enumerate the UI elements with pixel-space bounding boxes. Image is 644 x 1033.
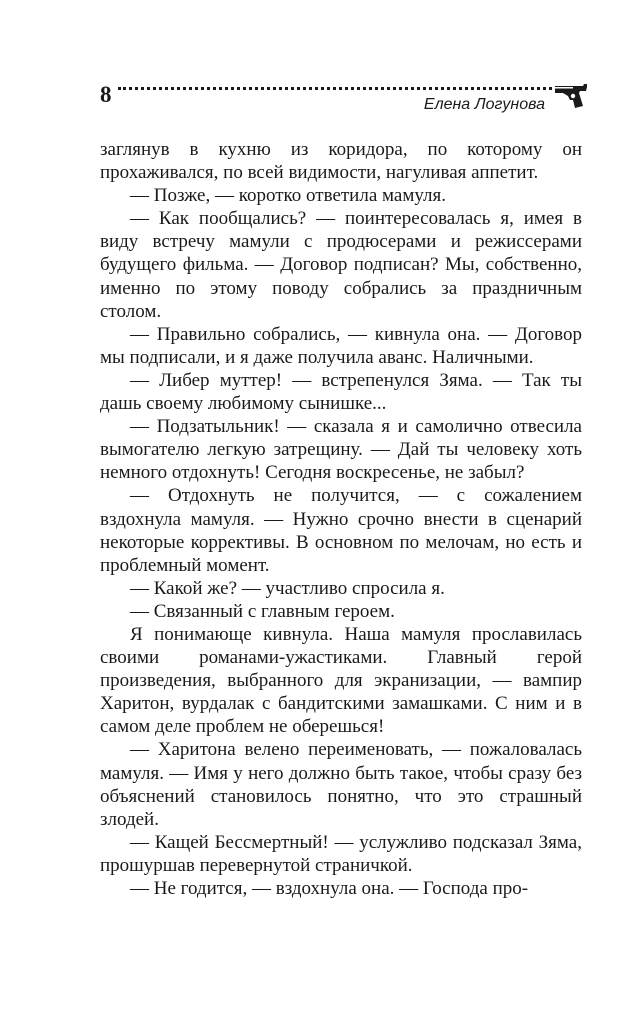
paragraph: — Отдохнуть не получится, — с сожалением вздохнула мамуля. — Нужно срочно внести в сценарий некоторые коррективы. В основном по мелочам, но есть и проблемный момент. xyxy=(100,485,582,576)
paragraph: — Правильно собрались, — кивнула она. — Договор мы подписали, и я даже получила аванс. Наличными. xyxy=(100,323,582,368)
revolver-icon xyxy=(553,80,593,110)
paragraph: — Кащей Бессмертный! — услужливо подсказал Зяма, прошуршав перевернутой страничкой. xyxy=(100,831,582,876)
author-name: Елена Логунова xyxy=(423,96,545,113)
body-text xyxy=(100,138,582,900)
dot-leader xyxy=(118,87,558,90)
page-number: 8 xyxy=(100,82,112,107)
paragraph: — Какой же? — участливо спросила я. xyxy=(130,577,445,599)
paragraph: заглянув в кухню из коридора, по которому он прохаживался, по всей видимости, нагуливая аппетит. xyxy=(100,139,582,184)
paragraph: — Позже, — коротко ответила мамуля. xyxy=(130,185,446,207)
paragraph: — Харитона велено переименовать, — пожаловалась мамуля. — Имя у него должно быть такое, чтобы сразу без объяснений становилось понятно, что это страшный злодей. xyxy=(100,739,582,830)
paragraph: Я понимающе кивнула. Наша мамуля прославилась своими романами-ужастиками. Главный герой произведения, выбранного для экранизации, — вампир Харитон, вурдалак с бандитскими замашками. С ним и в самом деле проблем не оберешься! xyxy=(100,623,582,738)
paragraph: — Либер муттер! — встрепенулся Зяма. — Так ты дашь своему любимому сынишке... xyxy=(100,369,582,415)
paragraph: — Как пообщались? — поинтересовалась я, имея в виду встречу мамули с продюсерами и режиссерами будущего фильма. — Договор подписан? Мы, собственно, именно по этому поводу собрались за праздничным столом. xyxy=(100,208,582,322)
paragraph: — Не годится, — вздохнула она. — Господа про- xyxy=(130,878,529,899)
paragraph: — Связанный с главным героем. xyxy=(130,600,395,622)
paragraph: — Подзатыльник! — сказала я и самолично отвесила вымогателю легкую затрещину. — Дай ты человеку хоть немного отдохнуть! Сегодня воскресенье, не забыл? xyxy=(100,416,582,484)
